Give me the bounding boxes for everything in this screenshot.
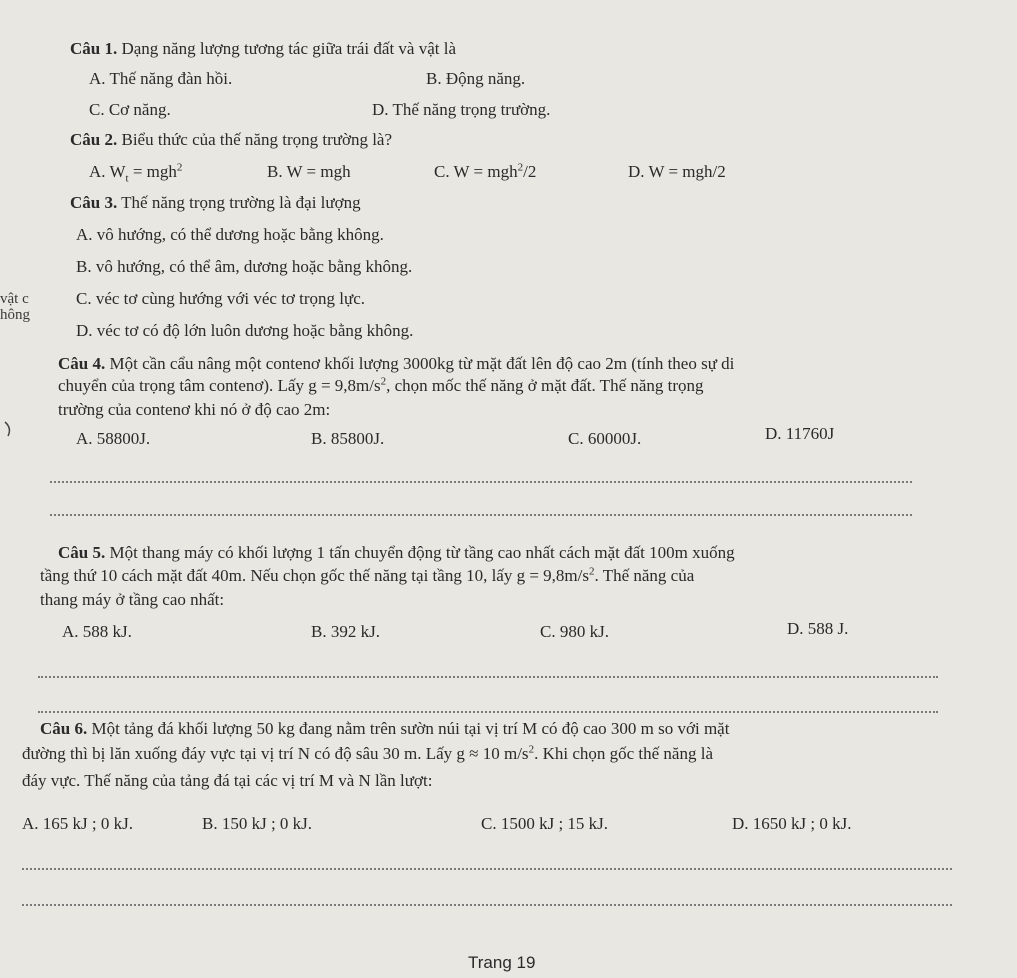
margin-scribble-icon	[2, 420, 16, 440]
answer-line	[38, 676, 938, 678]
question-3-stem: Câu 3. Thế năng trọng trường là đại lượng	[70, 193, 361, 212]
question-6-line-1: Câu 6. Một tảng đá khối lượng 50 kg đang nằm trên sườn núi tại vị trí M có độ cao 300 m so với mặt	[40, 719, 730, 738]
question-1-option-a: A. Thế năng đàn hồi.	[89, 69, 233, 88]
question-6-option-c: C. 1500 kJ ; 15 kJ.	[481, 814, 609, 833]
question-3-option-d: D. véc tơ có độ lớn luôn dương hoặc bằng không.	[76, 321, 414, 340]
question-6-option-b: B. 150 kJ ; 0 kJ.	[202, 814, 313, 833]
question-1-option-b: B. Động năng.	[426, 69, 526, 88]
question-2-stem: Câu 2. Biểu thức của thế năng trọng trường là?	[70, 130, 393, 149]
question-4-line-3: trường của contenơ khi nó ở độ cao 2m:	[58, 400, 331, 419]
question-3-option-c: C. véc tơ cùng hướng với véc tơ trọng lực.	[76, 289, 366, 308]
question-5-option-a: A. 588 kJ.	[62, 622, 132, 641]
question-4-option-b: B. 85800J.	[311, 429, 385, 448]
question-1-stem: Câu 1. Dạng năng lượng tương tác giữa trái đất và vật là	[70, 39, 457, 58]
question-6-line-3: đáy vực. Thế năng của tảng đá tại các vị trí M và N lần lượt:	[22, 771, 433, 790]
question-5-line-1: Câu 5. Một thang máy có khối lượng 1 tấn chuyển động từ tầng cao nhất cách mặt đất 100m xuống	[58, 543, 735, 562]
question-2-option-c: C. W = mgh$^2$/2	[434, 161, 537, 181]
question-6-option-a: A. 165 kJ ; 0 kJ.	[22, 814, 133, 833]
answer-line	[22, 868, 952, 870]
answer-line	[50, 481, 912, 483]
question-5-line-2: tầng thứ 10 cách mặt đất 40m. Nếu chọn gốc thế năng tại tầng 10, lấy $g = 9,8m/s^2$. Thế năng của	[40, 565, 695, 585]
question-4-option-c: C. 60000J.	[568, 429, 642, 448]
answer-line	[22, 904, 952, 906]
question-4-line-2: chuyển của trọng tâm contenơ). Lấy $g = 9,8m/s^2$, chọn mốc thế năng ở mặt đất. Thế năng trọng	[58, 375, 704, 395]
question-5-option-c: C. 980 kJ.	[540, 622, 609, 641]
question-2-option-d: D. W = mgh/2	[628, 162, 726, 181]
question-2-option-a: A. $W_t = mgh^2$	[89, 161, 183, 185]
margin-note-1: vật c	[0, 291, 29, 307]
answer-line	[38, 711, 938, 713]
question-5-option-d: D. 588 J.	[787, 619, 849, 638]
answer-line	[50, 514, 912, 516]
question-6-line-2: đường thì bị lăn xuống đáy vực tại vị trí N có độ sâu 30 m. Lấy g ≈ 10 $m/s^2$. Khi chọn gốc thế năng là	[22, 743, 713, 763]
question-6-option-d: D. 1650 kJ ; 0 kJ.	[732, 814, 852, 833]
question-1-option-d: D. Thế năng trọng trường.	[372, 100, 551, 119]
question-4-line-1: Câu 4. Một cần cẩu nâng một contenơ khối lượng 3000kg từ mặt đất lên độ cao 2m (tính theo sự di	[58, 354, 735, 373]
question-4-option-a: A. 58800J.	[76, 429, 151, 448]
question-3-option-a: A. vô hướng, có thể dương hoặc bằng không.	[76, 225, 384, 244]
question-3-option-b: B. vô hướng, có thể âm, dương hoặc bằng không.	[76, 257, 413, 276]
question-5-line-3: thang máy ở tầng cao nhất:	[40, 590, 225, 609]
margin-note-2: hông	[0, 307, 30, 323]
question-5-option-b: B. 392 kJ.	[311, 622, 380, 641]
question-1-option-c: C. Cơ năng.	[89, 100, 171, 119]
question-2-option-b: B. W = mgh	[267, 162, 351, 181]
page-number: Trang 19	[468, 953, 536, 972]
question-4-option-d: D. 11760J	[765, 424, 835, 443]
